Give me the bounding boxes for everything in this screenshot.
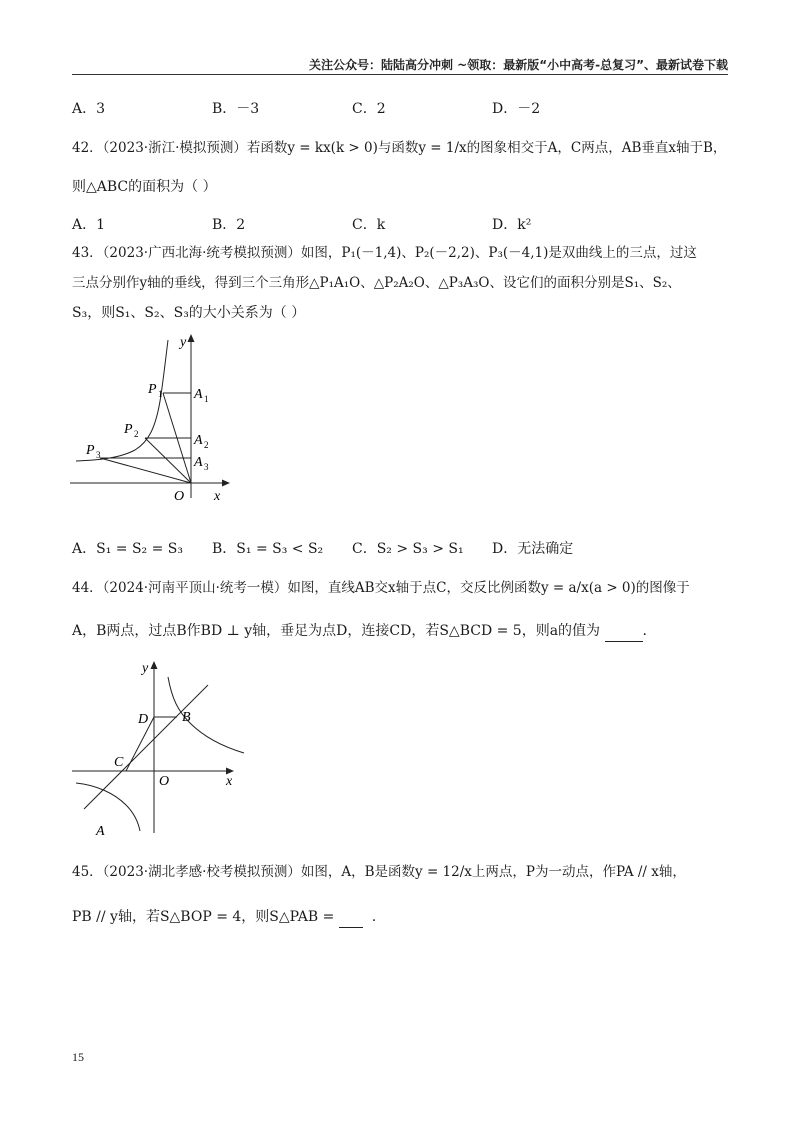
q44-period: . — [642, 623, 647, 639]
q43-label-y: y — [180, 335, 187, 350]
q42-option-a[interactable]: A．1 — [72, 217, 106, 233]
q43-label-p2: P — [124, 422, 133, 437]
q45-period: . — [362, 909, 377, 925]
q43-label-a3: A — [194, 455, 203, 470]
q44-y-arrow-icon — [151, 661, 158, 669]
q43-y-arrow-icon — [188, 334, 195, 342]
q43-label-origin: O — [174, 489, 185, 504]
q45-line2: PB // y轴，若S△BOP = 4，则S△PAB = — [72, 909, 339, 925]
page-header: 关注公众号：陆陆高分冲刺 ~领取：最新版“小中高考-总复习”、最新试卷下载 — [309, 58, 728, 72]
q45-line1: 45．（2023·湖北孝感·校考模拟预测）如图，A，B是函数y = 12/x上两点，P为一动点，作PA // x轴， — [72, 864, 686, 880]
q42-line2: 则△ABC的面积为（ ） — [72, 179, 217, 195]
q44-line-ab — [84, 685, 208, 809]
q43-line3: S₃，则S₁、S₂、S₃的大小关系为（ ） — [72, 305, 306, 321]
q43-line2: 三点分别作y轴的垂线，得到三个三角形△P₁A₁O、△P₂A₂O、△P₃A₃O、设它们的面积分别是S₁、S₂、 — [72, 275, 681, 291]
q43-option-c[interactable]: C．S₂ > S₃ > S₁ — [352, 541, 464, 557]
q44-line2: A，B两点，过点B作BD ⊥ y轴，垂足为点D，连接CD，若S△BCD = 5，则a的值为 — [72, 623, 601, 639]
q43-hyperbola-figure — [60, 330, 240, 515]
q43-option-a[interactable]: A．S₁ = S₂ = S₃ — [72, 541, 183, 557]
q42-line1: 42．（2023·浙江·模拟预测）若函数y = kx(k > 0)与函数y = 1/x的图象相交于A，C两点，AB垂直x轴于B， — [72, 140, 727, 156]
q43-label-a2: A — [194, 433, 203, 448]
q43-label-a2-sub: 2 — [204, 440, 209, 450]
q41-option-a[interactable]: A．3 — [72, 101, 106, 117]
q43-label-p3: P — [86, 443, 95, 458]
header-rule — [72, 74, 728, 75]
q43-label-x: x — [214, 489, 221, 504]
q43-label-p1-sub: 1 — [158, 389, 163, 399]
q44-hyperbola-branch-right — [168, 677, 244, 753]
q45-answer-blank[interactable] — [339, 907, 363, 928]
q44-answer-blank[interactable] — [605, 621, 643, 642]
q43-option-b[interactable]: B．S₁ = S₃ < S₂ — [212, 541, 324, 557]
q43-label-p1: P — [148, 382, 157, 397]
q42-option-b[interactable]: B．2 — [212, 217, 246, 233]
q44-label-a: A — [96, 824, 105, 839]
q41-option-c[interactable]: C．2 — [352, 101, 386, 117]
page-number: 15 — [72, 1050, 84, 1064]
q44-label-y: y — [142, 661, 149, 676]
q44-line1: 44．（2024·河南平顶山·统考一模）如图，直线AB交x轴于点C，交反比例函数y = a/x(a > 0)的图像于 — [72, 580, 690, 596]
q44-label-x: x — [226, 774, 233, 789]
q43-segment-p3o — [100, 458, 191, 483]
q43-label-p2-sub: 2 — [134, 429, 139, 439]
q43-label-p3-sub: 3 — [96, 450, 101, 460]
q41-option-b[interactable]: B．－3 — [212, 101, 260, 117]
q44-line-hyperbola-figure — [66, 655, 246, 840]
q43-label-a3-sub: 3 — [204, 462, 209, 472]
q41-option-d[interactable]: D．－2 — [492, 101, 541, 117]
q44-label-b: B — [182, 710, 191, 725]
q42-option-c[interactable]: C．k — [352, 217, 386, 233]
q43-label-a1-sub: 1 — [204, 394, 209, 404]
q43-label-a1: A — [194, 387, 203, 402]
q44-label-c: C — [114, 755, 124, 770]
q44-label-d: D — [138, 712, 149, 727]
q43-x-arrow-icon — [222, 480, 230, 487]
q44-label-origin: O — [159, 774, 170, 789]
q43-option-d[interactable]: D．无法确定 — [492, 541, 574, 557]
q42-option-d[interactable]: D．k² — [492, 217, 532, 233]
q43-line1: 43．（2023·广西北海·统考模拟预测）如图，P₁(－1,4)、P₂(－2,2)、P₃(－4,1)是双曲线上的三点，过这 — [72, 245, 697, 261]
q45-line2-wrap — [72, 907, 376, 928]
q44-line2-wrap — [72, 621, 647, 642]
